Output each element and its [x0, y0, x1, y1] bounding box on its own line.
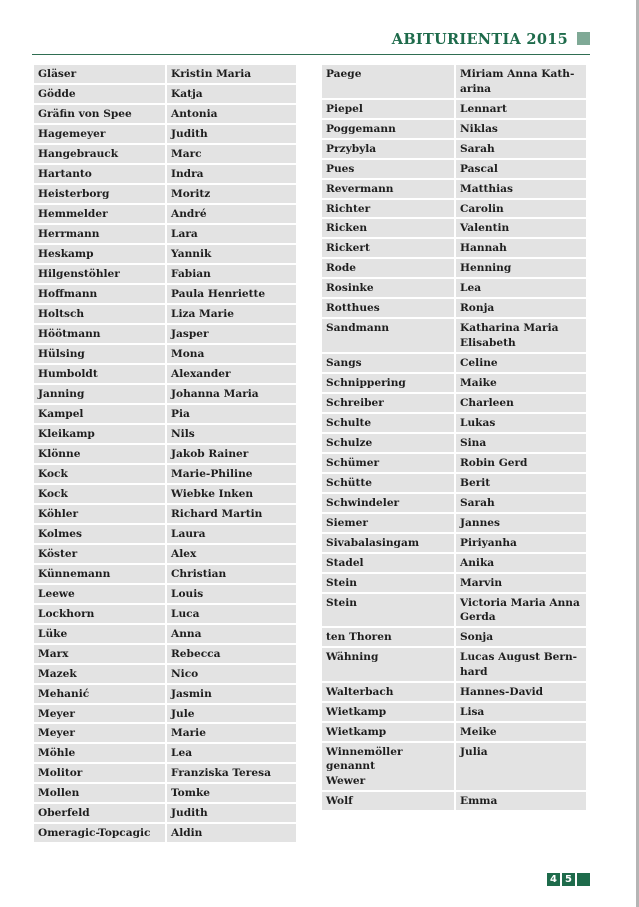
table-row [34, 345, 296, 363]
table-row [34, 744, 296, 762]
table-row [322, 743, 586, 790]
table-row [34, 685, 296, 703]
given-name-cell: Matthias [456, 180, 586, 198]
table-row [34, 505, 296, 523]
surname-cell: Wolf [322, 792, 454, 810]
given-name-cell: Wiebke Inken [167, 485, 296, 503]
surname-cell: Kolmes [34, 525, 165, 543]
page-number-accent [577, 873, 590, 886]
table-row [34, 784, 296, 802]
table-row [34, 425, 296, 443]
table-row [34, 305, 296, 323]
surname-cell: Hartanto [34, 165, 165, 183]
surname-cell: Mazek [34, 665, 165, 683]
surname-cell: Richter [322, 200, 454, 218]
surname-cell: Hangebrauck [34, 145, 165, 163]
surname-cell: Omeragic-Topcagic [34, 824, 165, 842]
surname-cell: Stadel [322, 554, 454, 572]
surname-cell: Gläser [34, 65, 165, 83]
given-name-cell: Judith [167, 125, 296, 143]
surname-cell: Schümer [322, 454, 454, 472]
surname-cell: Janning [34, 385, 165, 403]
table-row [34, 205, 296, 223]
given-name-cell: Niklas [456, 120, 586, 138]
surname-cell: Ricken [322, 219, 454, 237]
surname-cell: Przybyla [322, 140, 454, 158]
given-name-cell: Piriyanha [456, 534, 586, 552]
surname-cell: Klönne [34, 445, 165, 463]
given-name-cell: Liza Marie [167, 305, 296, 323]
table-row [34, 445, 296, 463]
table-row [322, 354, 586, 372]
table-row [322, 394, 586, 412]
given-name-cell: Judith [167, 804, 296, 822]
given-name-cell: Katja [167, 85, 296, 103]
table-row [322, 434, 586, 452]
given-name-cell: Richard Martin [167, 505, 296, 523]
surname-cell: Schnippering [322, 374, 454, 392]
given-name-cell: Emma [456, 792, 586, 810]
given-name-cell: Marvin [456, 574, 586, 592]
table-row [34, 265, 296, 283]
given-name-cell: Lennart [456, 100, 586, 118]
page-number-digit: 5 [562, 873, 575, 886]
table-row [34, 545, 296, 563]
table-row [322, 723, 586, 741]
surname-cell: Herrmann [34, 225, 165, 243]
given-name-cell: Celine [456, 354, 586, 372]
surname-cell: Mehanić [34, 685, 165, 703]
given-name-cell: Jannes [456, 514, 586, 532]
table-row [34, 245, 296, 263]
table-row [34, 65, 296, 83]
table-row [34, 385, 296, 403]
surname-cell: Holtsch [34, 305, 165, 323]
table-row [34, 365, 296, 383]
surname-cell: Schütte [322, 474, 454, 492]
surname-cell: ten Thoren [322, 628, 454, 646]
surname-cell: Heisterborg [34, 185, 165, 203]
given-name-cell: Robin Gerd [456, 454, 586, 472]
given-name-cell: Fabian [167, 265, 296, 283]
given-name-cell: Franziska Teresa [167, 764, 296, 782]
surname-cell: Lüke [34, 625, 165, 643]
given-name-cell: Tomke [167, 784, 296, 802]
table-row [322, 683, 586, 701]
table-row [34, 665, 296, 683]
surname-cell: Rode [322, 259, 454, 277]
surname-cell: Heskamp [34, 245, 165, 263]
table-row [34, 105, 296, 123]
given-name-cell: Alex [167, 545, 296, 563]
table-row [34, 145, 296, 163]
surname-cell: Kock [34, 465, 165, 483]
surname-cell: Winnemöller genannt Wewer [322, 743, 454, 790]
surname-cell: Humboldt [34, 365, 165, 383]
table-row [322, 160, 586, 178]
surname-cell: Schwindeler [322, 494, 454, 512]
surname-cell: Piepel [322, 100, 454, 118]
given-name-cell: Moritz [167, 185, 296, 203]
given-name-cell: Hannah [456, 239, 586, 257]
table-row [322, 239, 586, 257]
surname-cell: Lockhorn [34, 605, 165, 623]
surname-cell: Schulte [322, 414, 454, 432]
given-name-cell: Anna [167, 625, 296, 643]
right-name-table [322, 65, 586, 810]
surname-cell: Revermann [322, 180, 454, 198]
given-name-cell: Sarah [456, 140, 586, 158]
left-name-table [34, 65, 296, 842]
given-name-cell: Mona [167, 345, 296, 363]
surname-cell: Rosinke [322, 279, 454, 297]
surname-cell: Köhler [34, 505, 165, 523]
table-row [34, 165, 296, 183]
given-name-cell: Nico [167, 665, 296, 683]
surname-cell: Oberfeld [34, 804, 165, 822]
page-title: ABITURIENTIA 2015 [391, 31, 568, 48]
given-name-cell: Laura [167, 525, 296, 543]
given-name-cell: Pia [167, 405, 296, 423]
given-name-cell: Julia [456, 743, 586, 790]
table-row [34, 185, 296, 203]
table-row [322, 140, 586, 158]
given-name-cell: Nils [167, 425, 296, 443]
given-name-cell: Charleen [456, 394, 586, 412]
given-name-cell: Rebecca [167, 645, 296, 663]
table-row [322, 65, 586, 98]
given-name-cell: Ronja [456, 299, 586, 317]
given-name-cell: Jasmin [167, 685, 296, 703]
surname-cell: Schreiber [322, 394, 454, 412]
surname-cell: Wietkamp [322, 723, 454, 741]
given-name-cell: Sonja [456, 628, 586, 646]
table-row [34, 804, 296, 822]
surname-cell: Stein [322, 594, 454, 627]
surname-cell: Wietkamp [322, 703, 454, 721]
page-number-digit: 4 [547, 873, 560, 886]
surname-cell: Sandmann [322, 319, 454, 352]
given-name-cell: Lea [167, 744, 296, 762]
given-name-cell: Victoria Maria Anna Gerda [456, 594, 586, 627]
table-row [322, 219, 586, 237]
given-name-cell: Marie-Philine [167, 465, 296, 483]
table-row [322, 494, 586, 512]
given-name-cell: Maike [456, 374, 586, 392]
surname-cell: Rotthues [322, 299, 454, 317]
given-name-cell: Antonia [167, 105, 296, 123]
given-name-cell: Johanna Maria [167, 385, 296, 403]
given-name-cell: Katharina Maria Elisabeth [456, 319, 586, 352]
surname-cell: Sangs [322, 354, 454, 372]
table-row [322, 454, 586, 472]
given-name-cell: Sarah [456, 494, 586, 512]
table-row [34, 485, 296, 503]
table-row [34, 645, 296, 663]
given-name-cell: Jule [167, 705, 296, 723]
given-name-cell: Lucas August Bern- hard [456, 648, 586, 681]
given-name-cell: Lisa [456, 703, 586, 721]
surname-cell: Gödde [34, 85, 165, 103]
table-row [34, 325, 296, 343]
surname-cell: Hagemeyer [34, 125, 165, 143]
given-name-cell: Jasper [167, 325, 296, 343]
table-row [34, 565, 296, 583]
table-row [322, 594, 586, 627]
table-row [34, 625, 296, 643]
header-rule [32, 54, 590, 55]
table-row [34, 85, 296, 103]
surname-cell: Stein [322, 574, 454, 592]
given-name-cell: Luca [167, 605, 296, 623]
table-row [34, 465, 296, 483]
given-name-cell: Indra [167, 165, 296, 183]
surname-cell: Molitor [34, 764, 165, 782]
given-name-cell: Aldin [167, 824, 296, 842]
given-name-cell: Marc [167, 145, 296, 163]
table-row [34, 225, 296, 243]
surname-cell: Höötmann [34, 325, 165, 343]
surname-cell: Marx [34, 645, 165, 663]
surname-cell: Hoffmann [34, 285, 165, 303]
table-row [322, 474, 586, 492]
surname-cell: Köster [34, 545, 165, 563]
table-row [322, 374, 586, 392]
surname-cell: Meyer [34, 705, 165, 723]
given-name-cell: Kristin Maria [167, 65, 296, 83]
given-name-cell: Jakob Rainer [167, 445, 296, 463]
surname-cell: Gräfin von Spee [34, 105, 165, 123]
table-row [322, 534, 586, 552]
given-name-cell: Lara [167, 225, 296, 243]
table-row [34, 764, 296, 782]
table-row [322, 180, 586, 198]
surname-cell: Kampel [34, 405, 165, 423]
table-row [322, 792, 586, 810]
given-name-cell: Paula Henriette [167, 285, 296, 303]
surname-cell: Schulze [322, 434, 454, 452]
table-row [322, 200, 586, 218]
surname-cell: Möhle [34, 744, 165, 762]
surname-cell: Walterbach [322, 683, 454, 701]
given-name-cell: Carolin [456, 200, 586, 218]
surname-cell: Paege [322, 65, 454, 98]
table-row [322, 628, 586, 646]
table-row [34, 824, 296, 842]
surname-cell: Poggemann [322, 120, 454, 138]
surname-cell: Sivabalasingam [322, 534, 454, 552]
surname-cell: Kleikamp [34, 425, 165, 443]
table-row [322, 279, 586, 297]
surname-cell: Hemmelder [34, 205, 165, 223]
surname-cell: Mollen [34, 784, 165, 802]
given-name-cell: Christian [167, 565, 296, 583]
given-name-cell: Berit [456, 474, 586, 492]
page-number [547, 873, 590, 886]
table-row [322, 574, 586, 592]
page-header [32, 29, 590, 55]
given-name-cell: André [167, 205, 296, 223]
table-row [322, 414, 586, 432]
table-row [34, 125, 296, 143]
surname-cell: Meyer [34, 724, 165, 742]
surname-cell: Künnemann [34, 565, 165, 583]
table-row [34, 585, 296, 603]
surname-cell: Rickert [322, 239, 454, 257]
given-name-cell: Pascal [456, 160, 586, 178]
table-row [34, 705, 296, 723]
given-name-cell: Miriam Anna Kath- arina [456, 65, 586, 98]
table-row [34, 285, 296, 303]
given-name-cell: Valentin [456, 219, 586, 237]
table-row [322, 554, 586, 572]
table-row [322, 648, 586, 681]
table-row [322, 319, 586, 352]
table-row [322, 120, 586, 138]
table-row [322, 703, 586, 721]
table-row [322, 100, 586, 118]
surname-cell: Siemer [322, 514, 454, 532]
table-row [322, 514, 586, 532]
surname-cell: Wähning [322, 648, 454, 681]
table-row [322, 259, 586, 277]
given-name-cell: Lea [456, 279, 586, 297]
given-name-cell: Yannik [167, 245, 296, 263]
table-row [322, 299, 586, 317]
given-name-cell: Henning [456, 259, 586, 277]
given-name-cell: Sina [456, 434, 586, 452]
given-name-cell: Marie [167, 724, 296, 742]
table-row [34, 525, 296, 543]
given-name-cell: Anika [456, 554, 586, 572]
given-name-cell: Meike [456, 723, 586, 741]
table-row [34, 724, 296, 742]
given-name-cell: Hannes-David [456, 683, 586, 701]
surname-cell: Leewe [34, 585, 165, 603]
surname-cell: Pues [322, 160, 454, 178]
surname-cell: Hülsing [34, 345, 165, 363]
header-accent-square [577, 32, 590, 45]
given-name-cell: Alexander [167, 365, 296, 383]
given-name-cell: Louis [167, 585, 296, 603]
surname-cell: Hilgenstöhler [34, 265, 165, 283]
surname-cell: Kock [34, 485, 165, 503]
given-name-cell: Lukas [456, 414, 586, 432]
table-row [34, 605, 296, 623]
table-row [34, 405, 296, 423]
